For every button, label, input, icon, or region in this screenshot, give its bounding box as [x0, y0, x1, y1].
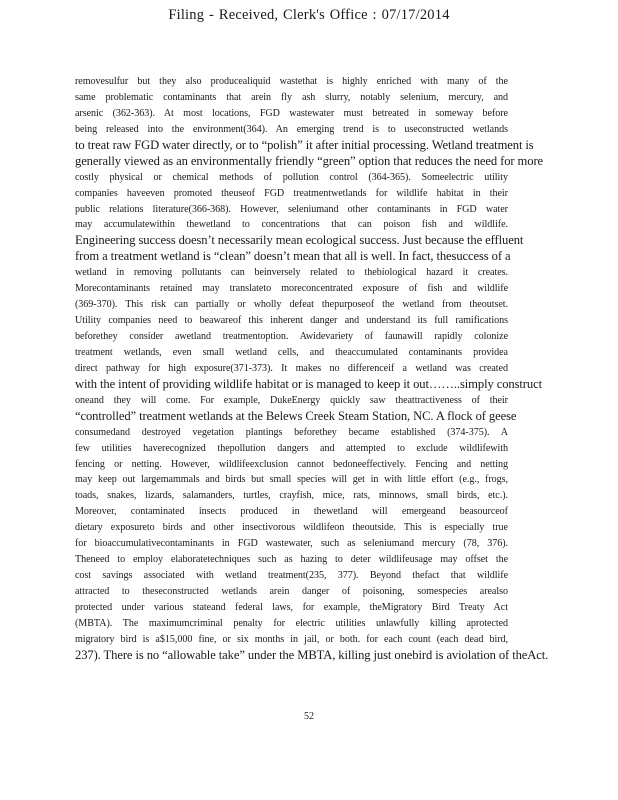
- text-line: treatment wetlands, even small wetland cells, and theaccumulated contaminants providea: [75, 346, 508, 358]
- text-line: may accumulatewithin thewetland to concentrations that can poison fish and wildlife.: [75, 219, 508, 231]
- text-line: generally viewed as an environmentally friendly “green” option that reduces the need for more: [75, 153, 544, 168]
- text-line: arsenic (362-363). At most locations, FGD wastewater must betreated in someway before: [75, 107, 508, 119]
- text-line: public relations literature(366-368). However, seleniumand other contaminants in FGD water: [75, 203, 508, 215]
- text-line: Theneed to employ elaboratetechniques such as hazing to deter wildlifeusage may offset the: [75, 554, 508, 566]
- body-text: [75, 74, 549, 664]
- text-line: beforethey consider awetland treatmentoption. Awidevariety of faunawill rapidly colonize: [75, 331, 508, 342]
- text-line: (369-370). This risk can partially or wholly defeat thepurposeof the wetland from theoutset.: [75, 299, 508, 311]
- text-line: consumedand destroyed vegetation plantings beforethey became established (374-375). A: [75, 426, 508, 438]
- text-line: with the intent of providing wildlife habitat or is managed to keep it out……..simply construct: [75, 376, 542, 391]
- text-line: attracted to theseconstructed wetlands arein danger of poisoning, somespecies arealso: [75, 586, 508, 597]
- text-line: removesulfur but they also producealiquid wastethat is highly enriched with many of the: [75, 76, 508, 87]
- text-line: dietary exposureto birds and other insectivorous wildlifeon theoutside. This is especially true: [75, 522, 508, 534]
- text-line: companies haveeven promoted theuseof FGD treatmentwetlands for wildlife habitat in their: [75, 187, 508, 199]
- text-line: migratory bird is a$15,000 fine, or six months in jail, or both. for each count (each dead bird,: [75, 633, 508, 645]
- text-line: few utilities haverecognized thepollution dangers and attempted to exclude wildlifewith: [75, 442, 508, 454]
- text-line: from a treatment wetland is “clean” doesn’t mean that all is well. In fact, thesuccess of a: [75, 249, 511, 264]
- text-line: wetland in removing pollutants can beinversely related to thebiological hazard it creates.: [75, 267, 508, 279]
- text-line: (MBTA). The maximumcriminal penalty for electric utilities unlawfully killing aprotected: [75, 617, 508, 629]
- text-line: being released into the environment(364). An emerging trend is to useconstructed wetlands: [75, 123, 508, 135]
- text-line: to treat raw FGD water directly, or to “polish” it after initial processing. Wetland treatment is: [75, 137, 534, 152]
- text-line: toads, snakes, lizards, salamanders, turtles, crayfish, mice, rats, minnows, small birds, etc.).: [75, 490, 508, 502]
- filing-header: Filing - Received, Clerk's Office : 07/17/2014: [168, 7, 450, 23]
- page-number: 52: [304, 711, 314, 722]
- text-line: may keep out largemammals and birds but small species will get in with little effort (e.g., frogs,: [75, 474, 508, 486]
- text-line: Moreover, contaminated insects produced in thewetland will emergeand beasourceof: [75, 506, 508, 518]
- text-line: “controlled” treatment wetlands at the Belews Creek Steam Station, NC. A flock of geese: [75, 408, 517, 423]
- text-line: costly physical or chemical methods of pollution control (364-365). Someelectric utility: [75, 171, 508, 183]
- text-line: Morecontaminants retained may translateto moreconcentrated exposure of fish and wildlife: [75, 283, 508, 295]
- text-line: for bioaccumulativecontaminants in FGD wastewater, such as seleniumand mercury (78, 376).: [75, 538, 508, 550]
- text-line: cost savings associated with wetland treatment(235, 377). Beyond thefact that wildlife: [75, 570, 508, 582]
- text-line: Engineering success doesn’t necessarily mean ecological success. Just because the effluent: [75, 233, 524, 248]
- text-line: 237). There is no “allowable take” under the MBTA, killing just onebird is aviolation of theAct.: [75, 647, 549, 662]
- text-line: same problematic contaminants that arein fly ash slurry, notably selenium, mercury, and: [75, 91, 508, 103]
- text-line: protected under various stateand federal laws, for example, theMigratory Bird Treaty Act: [75, 601, 508, 613]
- text-line: Utility companies need to beawareof this inherent danger and understand its full ramifications: [75, 315, 508, 327]
- text-line: direct pathway for high exposure(371-373). It makes no differenceif a wetland was created: [75, 362, 508, 374]
- text-line: oneand they will come. For example, DukeEnergy quickly saw theattractiveness of their: [75, 394, 508, 406]
- text-line: fencing or netting. However, wildlifeexclusion cannot bedoneeffectively. Fencing and netting: [75, 458, 508, 470]
